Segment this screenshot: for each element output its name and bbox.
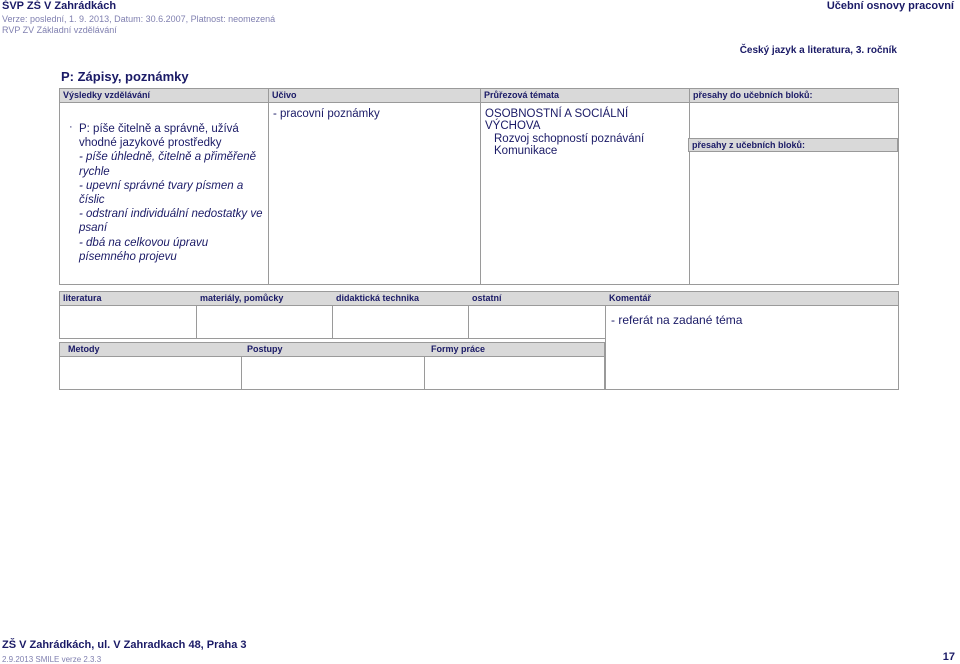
header-materialy: materiály, pomůcky bbox=[200, 293, 284, 303]
curriculum-info: RVP ZV Základní vzdělávání bbox=[2, 25, 117, 35]
resources-cell-ostatni bbox=[468, 305, 606, 339]
footer-school-address: ZŠ V Zahrádkách, ul. V Zahradkach 48, Praha 3 bbox=[2, 639, 247, 651]
header-literatura: literatura bbox=[63, 293, 102, 303]
column-divider bbox=[689, 88, 690, 285]
ucivo-content: - pracovní poznámky bbox=[273, 108, 380, 120]
topic-item: Komunikace bbox=[494, 144, 558, 157]
main-table-header bbox=[59, 88, 899, 103]
header-postupy: Postupy bbox=[247, 344, 283, 354]
bullet-icon: · bbox=[69, 121, 73, 133]
page-number: 17 bbox=[942, 651, 955, 663]
header-prurezova-temata: Průřezová témata bbox=[484, 90, 560, 100]
resources-cell-materialy bbox=[196, 305, 333, 339]
column-divider bbox=[268, 88, 269, 285]
resources-table-header bbox=[59, 291, 899, 306]
presahy-z-header: přesahy z učebních bloků: bbox=[688, 138, 898, 152]
topic-title: OSOBNOSTNÍ A SOCIÁLNÍ VÝCHOVA bbox=[485, 108, 629, 133]
outcome-item: - upevní správné tvary písmen a číslic bbox=[79, 179, 244, 207]
header-ostatni: ostatní bbox=[472, 293, 502, 303]
header-metody: Metody bbox=[68, 344, 100, 354]
outcome-main: P: píše čitelně a správně, užívá vhodné jazykové prostředky bbox=[79, 123, 239, 150]
methods-cell-metody bbox=[59, 356, 242, 390]
section-title: P: Zápisy, poznámky bbox=[61, 69, 189, 84]
document-type: Učební osnovy pracovní bbox=[826, 0, 954, 12]
methods-cell-postupy bbox=[241, 356, 425, 390]
version-info: Verze: poslední, 1. 9. 2013, Datum: 30.6.2007, Platnost: neomezená bbox=[2, 14, 276, 24]
resources-cell-literatura bbox=[59, 305, 197, 339]
header-vysledky: Výsledky vzdělávání bbox=[63, 90, 151, 100]
header-formy-prace: Formy práce bbox=[431, 344, 486, 354]
komentar-text: - referát na zadané téma bbox=[611, 313, 743, 327]
header-didakticka-technika: didaktická technika bbox=[336, 293, 420, 303]
learning-outcomes bbox=[79, 122, 264, 264]
resources-cell-didakticka bbox=[332, 305, 469, 339]
column-divider bbox=[480, 88, 481, 285]
outcome-item: - odstraní individuální nedostatky ve psaní bbox=[79, 208, 263, 235]
header-ucivo: Učivo bbox=[272, 90, 297, 100]
school-name: ŠVP ZŠ V Zahrádkách bbox=[2, 0, 117, 12]
subject-title: Český jazyk a literatura, 3. ročník bbox=[739, 45, 897, 56]
outcome-item: - píše úhledně, čitelně a přiměřeně rychle bbox=[79, 151, 257, 178]
header-presahy-do: přesahy do učebních bloků: bbox=[693, 90, 813, 100]
header-komentar: Komentář bbox=[609, 293, 652, 303]
cross-curricular-topics bbox=[485, 108, 655, 157]
methods-table-header bbox=[59, 342, 605, 357]
outcome-item: - dbá na celkovou úpravu písemného projevu bbox=[79, 236, 209, 263]
topic-item: Rozvoj schopností poznávání bbox=[494, 132, 645, 145]
methods-cell-formy bbox=[424, 356, 605, 390]
footer-version: 2.9.2013 SMILE verze 2.3.3 bbox=[2, 655, 102, 664]
